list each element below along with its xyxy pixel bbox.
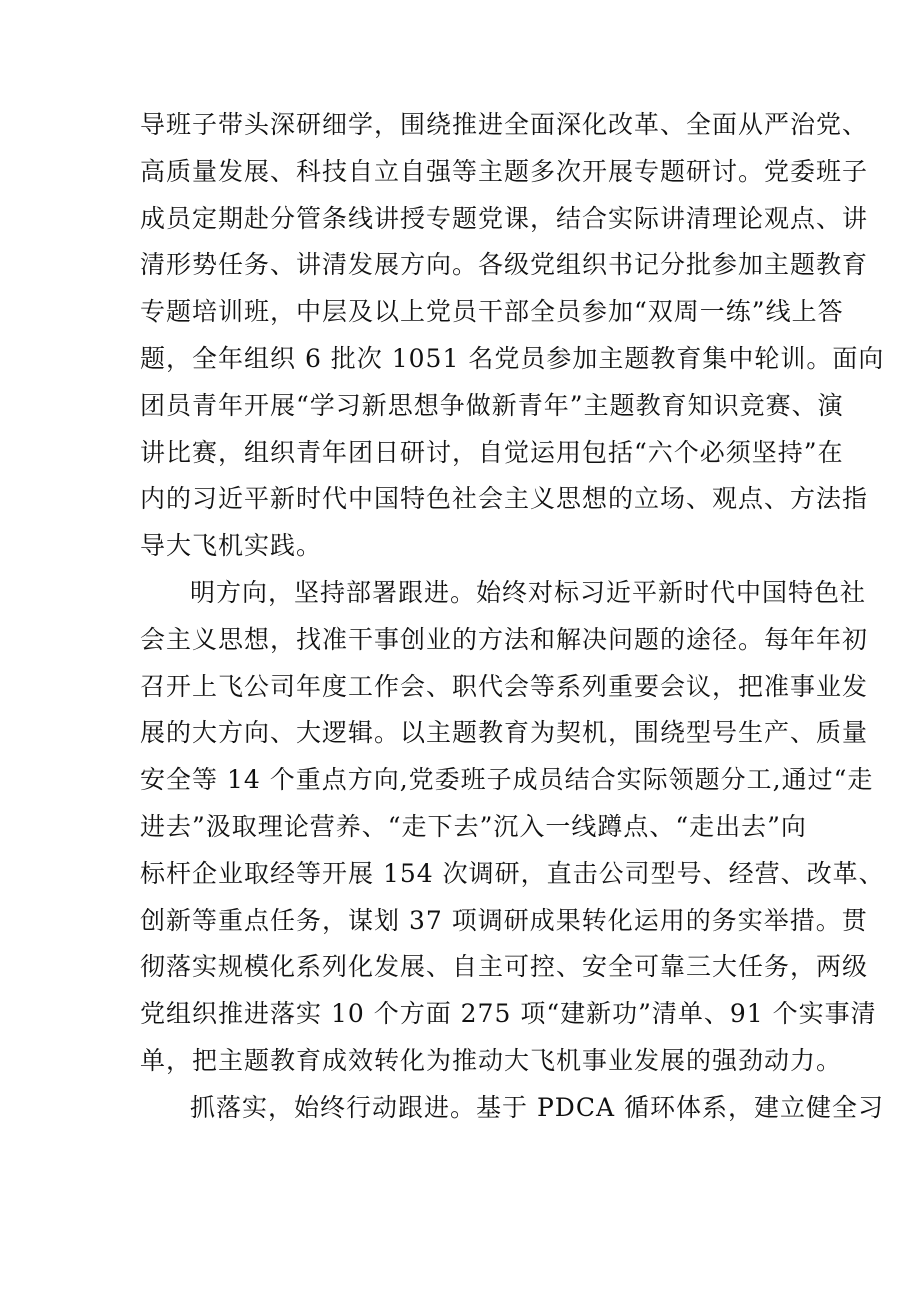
text-line: 进去”汲取理论营养、“走下去”沉入一线蹲点、“走出去”向 [140,811,807,841]
text-line: 导大飞机实践。 [140,531,323,561]
text-line: 导班子带头深研细学，围绕推进全面深化改革、全面从严治党、 [140,110,869,139]
text-line: 明方向，坚持部署跟进。始终对标习近平新时代中国特色社 [190,577,867,607]
text-line: 会主义思想，找准干事创业的方法和解决问题的途径。每年年初 [140,624,869,654]
text-line: 团员青年开展“学习新思想争做新青年”主题教育知识竞赛、演 [140,390,844,420]
text-line: 创新等重点任务，谋划 37 项调研成果转化运用的务实举措。贯 [140,905,868,935]
paragraph-3 [140,1085,884,1132]
text-line: 彻落实规模化系列化发展、自主可控、安全可靠三大任务，两级 [140,952,869,982]
text-line: 召开上飞公司年度工作会、职代会等系列重要会议，把准事业发 [140,671,869,701]
text-line: 抓落实，始终行动跟进。基于 PDCA 循环体系，建立健全习 [190,1092,884,1122]
text-line: 单，把主题教育成效转化为推动大飞机事业发展的强劲动力。 [140,1045,843,1075]
text-line: 安全等 14 个重点方向,党委班子成员结合实际领题分工,通过“走 [140,765,874,795]
text-line: 成员定期赴分管条线讲授专题党课，结合实际讲清理论观点、讲 [140,203,869,233]
text-line: 题，全年组织 6 批次 1051 名党员参加主题教育集中轮训。面向 [140,343,885,373]
text-line: 高质量发展、科技自立自强等主题多次开展专题研讨。党委班子 [140,156,869,186]
text-line: 党组织推进落实 10 个方面 275 项“建新功”清单、91 个实事清 [140,999,877,1029]
text-line: 展的大方向、大逻辑。以主题教育为契机，围绕型号生产、质量 [140,718,869,748]
text-line: 专题培训班，中层及以上党员干部全员参加“双周一练”线上答 [140,297,844,327]
text-line: 清形势任务、讲清发展方向。各级党组织书记分批参加主题教育 [140,250,869,280]
text-line: 讲比赛，组织青年团日研讨，自觉运用包括“六个必须坚持”在 [140,437,844,467]
document-body [140,102,885,1132]
text-line: 内的习近平新时代中国特色社会主义思想的立场、观点、方法指 [140,484,869,514]
paragraph-1 [140,102,885,570]
text-line: 标杆企业取经等开展 154 次调研，直击公司型号、经营、改革、 [140,858,885,888]
paragraph-2 [140,570,885,1085]
